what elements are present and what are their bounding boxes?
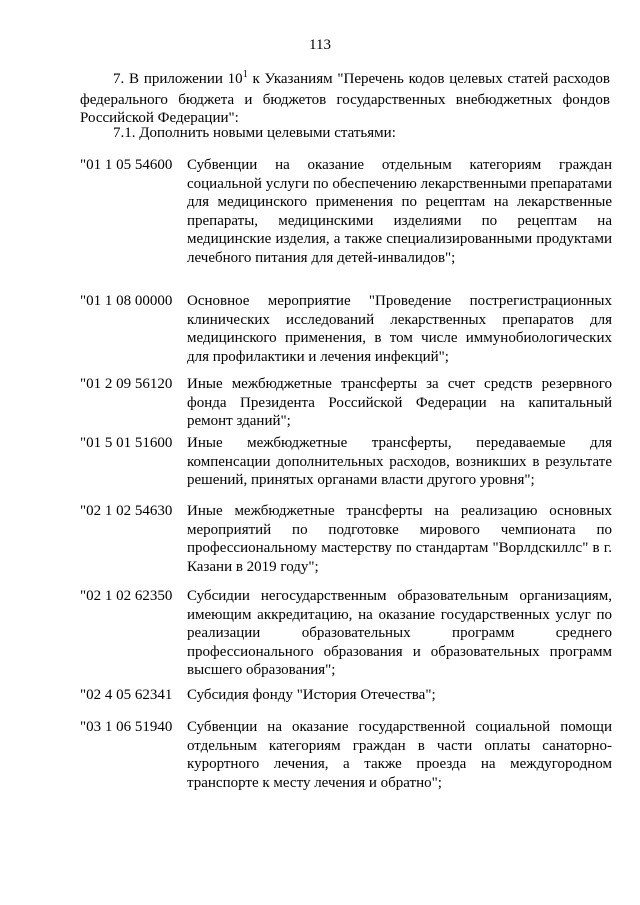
intro-prefix: 7. В приложении 10 [113,71,243,87]
entry-text: Субвенции на оказание отдельным категориям граждан социальной услуги по обеспечению лекарственными препаратами для медицинского применения по рецептам на лекарственные препараты, медицинскими изделиями по рецептам на медицинские изделия, а также специализированными продуктами лечебного питания для детей-инвалидов"; [187,157,612,266]
entry-code: "01 1 05 54600 [80,157,173,173]
entry-text: Субсидия фонду "История Отечества"; [187,687,436,703]
entry-text: Иные межбюджетные трансферты за счет средств резервного фонда Президента Российской Федерации на капитальный ремонт зданий"; [187,376,612,429]
entry-code: "02 1 02 62350 [80,588,173,604]
entry-text: Иные межбюджетные трансферты на реализацию основных мероприятий по подготовке мирового чемпионата по профессиональному мастерству по стандартам "Ворлдскиллс" в г. Казани в 2019 году"; [187,503,612,575]
entry-code: "03 1 06 51940 [80,719,173,735]
entry-code: "02 4 05 62341 [80,687,173,703]
intro-superscript: 1 [242,69,248,80]
page-number: 113 [309,37,331,53]
subheading: 7.1. Дополнить новыми целевыми статьями: [113,125,396,141]
entry-code: "01 2 09 56120 [80,376,173,392]
entry-code: "01 1 08 00000 [80,293,173,309]
entry-text: Иные межбюджетные трансферты, передаваемые для компенсации дополнительных расходов, возникших в результате решений, принятых органами власти другого уровня"; [187,435,612,488]
entry-text: Основное мероприятие "Проведение пострегистрационных клинических исследований лекарственных препаратов для медицинского применения, в том числе иммунобиологических для профилактики и лечения инфекций"; [187,293,612,365]
entry-code: "01 5 01 51600 [80,435,173,451]
entry-code: "02 1 02 54630 [80,503,173,519]
entry-text: Субвенции на оказание государственной социальной помощи отдельным категориям граждан в части оплаты санаторно-курортного лечения, а также проезда на междугородном транспорте к месту лечения и обратно"; [187,719,612,791]
entry-text: Субсидии негосударственным образовательным организациям, имеющим аккредитацию, на оказание государственных услуг по реализации образовательных программ среднего профессионального образования и образовательных программ высшего образования"; [187,588,612,678]
intro-paragraph [80,70,610,128]
intro-suffix: к Указаниям "Перечень кодов целевых статей расходов федерального бюджета и бюджетов государственных внебюджетных фондов Российской Федерации": [80,71,611,126]
